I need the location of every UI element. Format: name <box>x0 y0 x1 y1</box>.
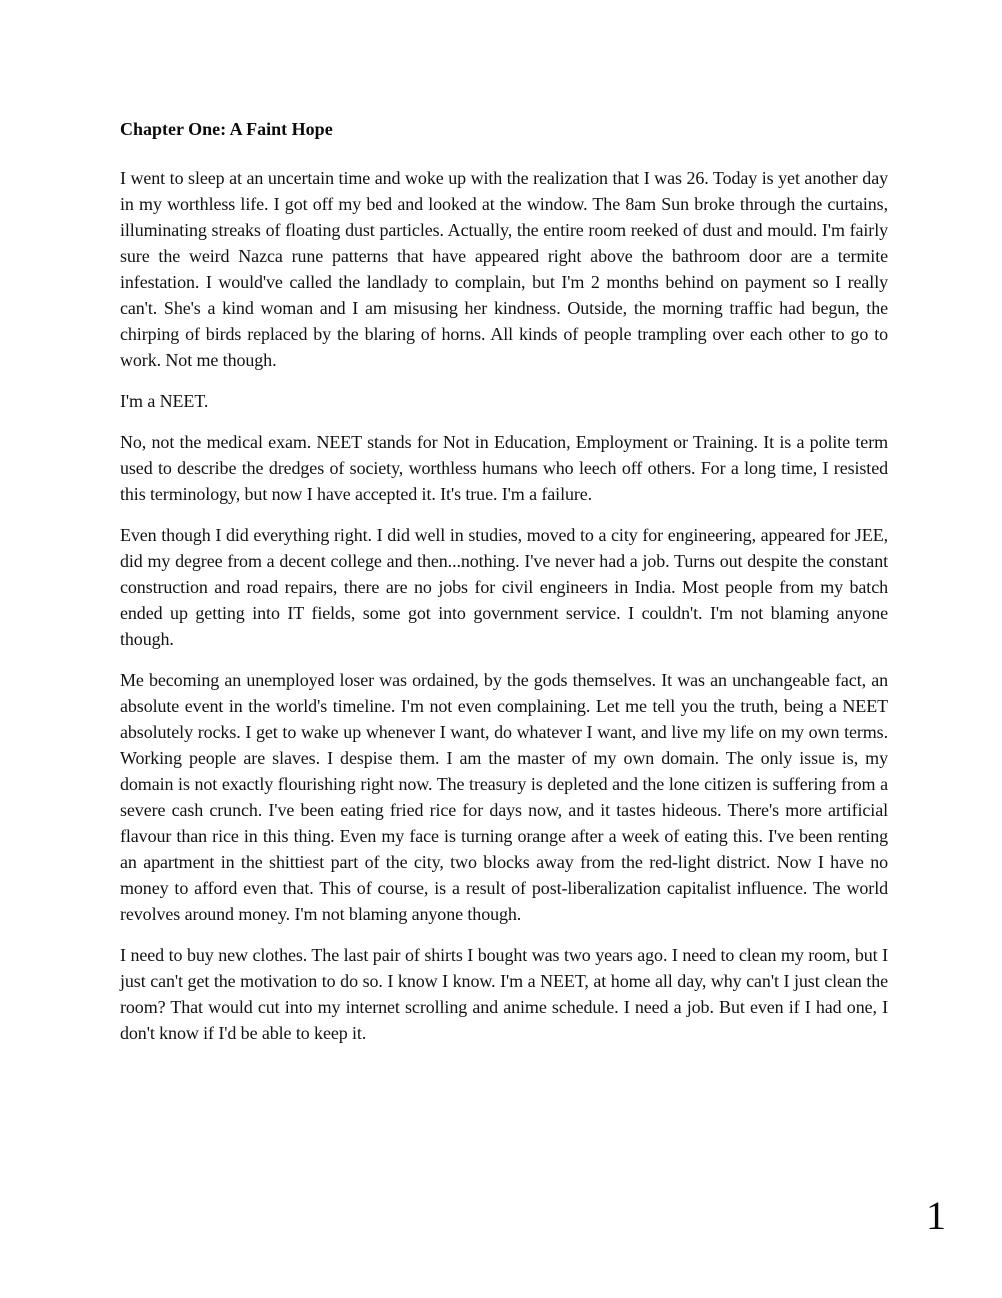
chapter-title: Chapter One: A Faint Hope <box>120 119 333 139</box>
paragraph: Me becoming an unemployed loser was ordained, by the gods themselves. It was an unchangeable fact, an absolute event in the world's timeline. I'm not even complaining. Let me tell you the truth, being a NEET absolutely rocks. I get to wake up whenever I want, do whatever I want, and live my life on my own terms. Working people are slaves. I despise them. I am the master of my own domain. The only issue is, my domain is not exactly flourishing right now. The treasury is depleted and the lone citizen is suffering from a severe cash crunch. I've been eating fried rice for days now, and it tastes hideous. There's more artificial flavour than rice in this thing. Even my face is turning orange after a week of eating this. I've been renting an apartment in the shittiest part of the city, two blocks away from the red-light district. Now I have no money to afford even that. This of course, is a result of post-liberalization capitalist influence. The world revolves around money. I'm not blaming anyone though. <box>120 670 888 925</box>
paragraph: Even though I did everything right. I did well in studies, moved to a city for engineering, appeared for JEE, did my degree from a decent college and then...nothing. I've never had a job. Turns out despite the constant construction and road repairs, there are no jobs for civil engineers in India. Most people from my batch ended up getting into IT fields, some got into government service. I couldn't. I'm not blaming anyone though. <box>120 525 888 650</box>
text-block <box>120 118 888 1061</box>
paragraph: I'm a NEET. <box>120 391 209 412</box>
page-number: 1 <box>926 1193 946 1238</box>
paragraph: I went to sleep at an uncertain time and woke up with the realization that I was 26. Today is yet another day in my worthless life. I got off my bed and looked at the window. The 8am Sun broke through the curtains, illuminating streaks of floating dust particles. Actually, the entire room reeked of dust and mould. I'm fairly sure the weird Nazca rune patterns that have appeared right above the bathroom door are a termite infestation. I would've called the landlady to complain, but I'm 2 months behind on payment so I really can't. She's a kind woman and I am misusing her kindness. Outside, the morning traffic had begun, the chirping of birds replaced by the blaring of horns. All kinds of people trampling over each other to go to work. Not me though. <box>120 168 888 371</box>
paragraph: I need to buy new clothes. The last pair of shirts I bought was two years ago. I need to clean my room, but I just can't get the motivation to do so. I know I know. I'm a NEET, at home all day, why can't I just clean the room? That would cut into my internet scrolling and anime schedule. I need a job. But even if I had one, I don't know if I'd be able to keep it. <box>120 945 888 1044</box>
paragraph: No, not the medical exam. NEET stands for Not in Education, Employment or Training. It is a polite term used to describe the dredges of society, worthless humans who leech off others. For a long time, I resisted this terminology, but now I have accepted it. It's true. I'm a failure. <box>120 432 888 505</box>
